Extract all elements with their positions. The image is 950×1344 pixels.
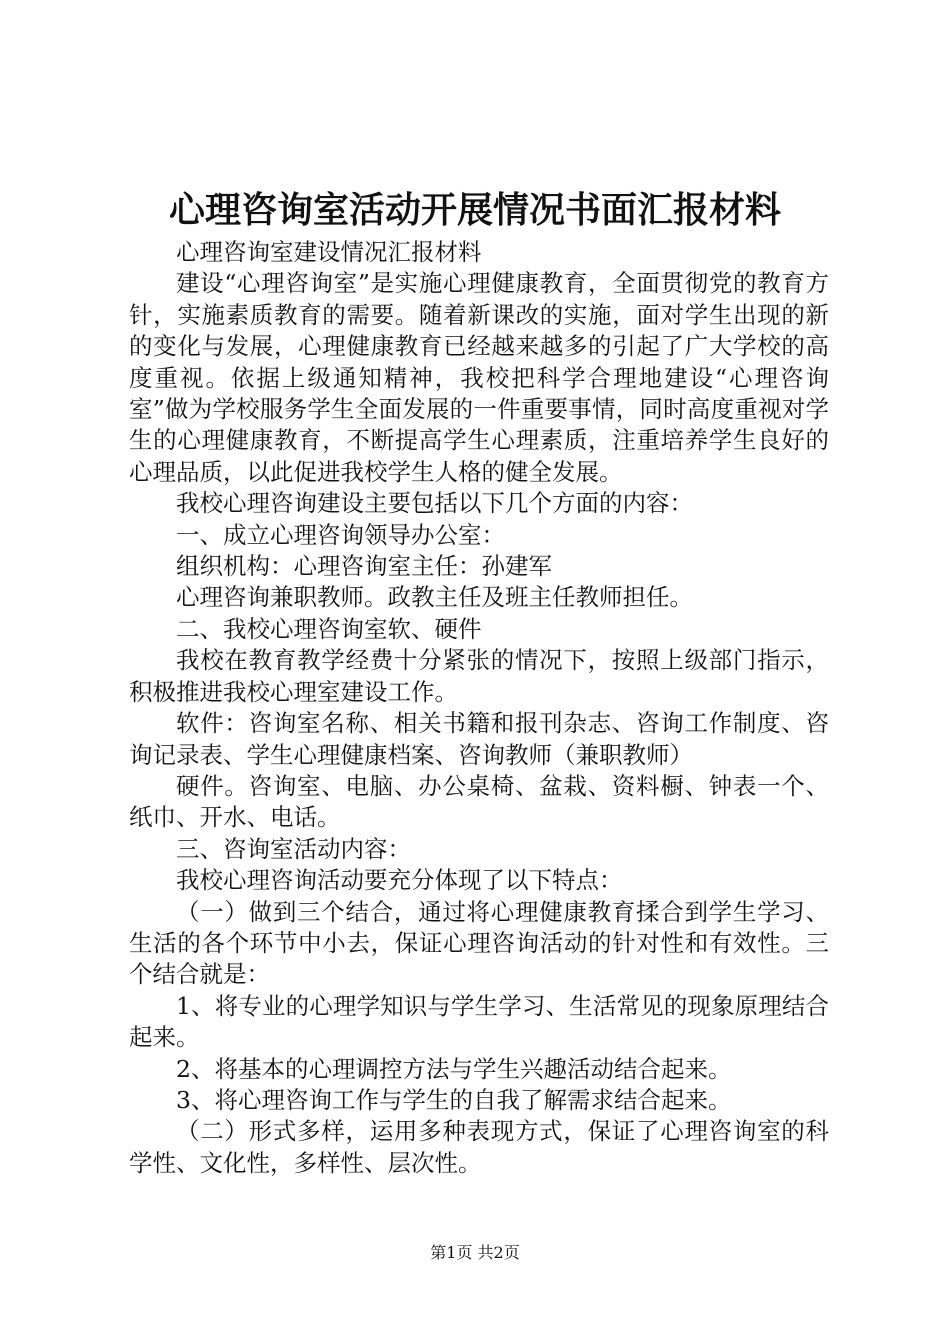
paragraph: （二）形式多样，运用多种表现方式，保证了心理咨询室的科学性、文化性，多样性、层次性。: [129, 1117, 829, 1177]
paragraph: 组织机构：心理咨询室主任：孙建军: [176, 552, 552, 581]
paragraph: 我校在教育教学经费十分紧张的情况下，按照上级部门指示，积极推进我校心理室建设工作。: [129, 646, 829, 706]
paragraph: 心理咨询兼职教师。政教主任及班主任教师担任。: [176, 583, 693, 612]
paragraph: 一、成立心理咨询领导办公室：: [176, 520, 505, 549]
paragraph: 心理咨询室建设情况汇报材料: [176, 238, 482, 266]
paragraph: 建设“心理咨询室”是实施心理健康教育，全面贯彻党的教育方针，实施素质教育的需要。随着新课改的实施，面对学生出现的新的变化与发展，心理健康教育已经越来越多的引起了广大学校的高度重视。依据上级通知精神，我校把科学合理地建设“心理咨询室”做为学校服务学生全面发展的一件重要事情，同时高度重视对学生的心理健康教育，不断提高学生心理素质，注重培养学生良好的心理品质，以此促进我校学生人格的健全发展。: [129, 269, 829, 486]
paragraph: 二、我校心理咨询室软、硬件: [176, 614, 482, 643]
paragraph: 我校心理咨询建设主要包括以下几个方面的内容：: [176, 489, 693, 518]
page-number-footer: 第1页 共2页: [430, 1243, 520, 1262]
paragraph: 我校心理咨询活动要充分体现了以下特点：: [176, 866, 623, 895]
paragraph: 软件：咨询室名称、相关书籍和报刊杂志、咨询工作制度、咨询记录表、学生心理健康档案、咨询教师（兼职教师）: [129, 709, 829, 769]
paragraph: 3、将心理咨询工作与学生的自我了解需求结合起来。: [176, 1085, 732, 1114]
paragraph: （一）做到三个结合，通过将心理健康教育揉合到学生学习、生活的各个环节中小去，保证心理咨询活动的针对性和有效性。三个结合就是：: [129, 897, 829, 989]
document-body: [129, 237, 829, 1179]
paragraph: 1、将专业的心理学知识与学生学习、生活常见的现象原理结合起来。: [129, 991, 829, 1052]
paragraph: 三、咨询室活动内容：: [176, 834, 411, 863]
paragraph: 2、将基本的心理调控方法与学生兴趣活动结合起来。: [176, 1054, 732, 1083]
document-title: 心理咨询室活动开展情况书面汇报材料: [168, 189, 781, 231]
paragraph: 硬件。咨询室、电脑、办公桌椅、盆栽、资料橱、钟表一个、纸巾、开水、电话。: [129, 771, 829, 832]
